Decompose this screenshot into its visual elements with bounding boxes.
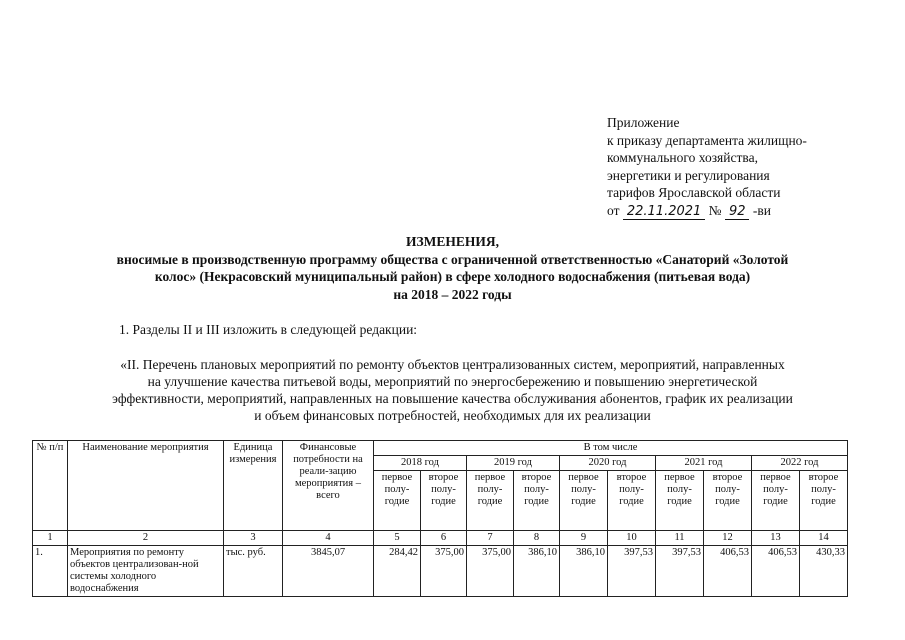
column-number-row — [33, 531, 848, 546]
header-year: 2022 год — [752, 456, 848, 471]
table-row — [33, 546, 848, 597]
header-second-half: второе полу-годие — [421, 471, 467, 531]
header-first-half: первое полу-годие — [560, 471, 608, 531]
row-value: 375,00 — [467, 546, 514, 597]
section-line: на улучшение качества питьевой воды, мероприятий по энергосбережению и повышению энергетической — [147, 374, 758, 389]
row-unit: тыс. руб. — [224, 546, 283, 597]
column-number: 10 — [608, 531, 656, 546]
column-number: 6 — [421, 531, 467, 546]
number-suffix: -ви — [752, 202, 771, 218]
header-first-half: первое полу-годие — [752, 471, 800, 531]
section-heading — [0, 356, 905, 424]
section-line: «II. Перечень плановых мероприятий по ремонту объектов централизованных систем, мероприятий, направленных — [120, 357, 785, 372]
row-value: 406,53 — [752, 546, 800, 597]
appendix-line: энергетики и регулирования — [607, 167, 770, 183]
row-value: 375,00 — [421, 546, 467, 597]
section-line: и объем финансовых потребностей, необходимых для их реализации — [254, 408, 651, 423]
appendix-line: коммунального хозяйства, — [607, 150, 758, 165]
column-number: 3 — [224, 531, 283, 546]
header-num: № п/п — [33, 441, 68, 531]
row-total: 3845,07 — [283, 546, 374, 597]
header-including: В том числе — [374, 441, 848, 456]
paragraph-1: 1. Разделы II и III изложить в следующей редакции: — [119, 322, 418, 337]
header-second-half: второе полу-годие — [514, 471, 560, 531]
header-finance: Финансовые потребности на реали-зацию мероприятия – всего — [283, 441, 374, 531]
header-second-half: второе полу-годие — [704, 471, 752, 531]
header-first-half: первое полу-годие — [374, 471, 421, 531]
row-num: 1. — [33, 546, 68, 597]
section-line: эффективности, мероприятий, направленных на повышение качества обслуживания абонентов, график их реализации — [112, 391, 793, 406]
column-number: 5 — [374, 531, 421, 546]
row-value: 397,53 — [608, 546, 656, 597]
column-number: 14 — [800, 531, 848, 546]
column-number: 12 — [704, 531, 752, 546]
order-number: 92 — [725, 204, 750, 220]
column-number: 11 — [656, 531, 704, 546]
row-value: 284,42 — [374, 546, 421, 597]
column-number: 8 — [514, 531, 560, 546]
title-heading: ИЗМЕНЕНИЯ, — [405, 234, 499, 249]
column-number: 2 — [68, 531, 224, 546]
header-first-half: первое полу-годие — [467, 471, 514, 531]
column-number: 4 — [283, 531, 374, 546]
column-number: 9 — [560, 531, 608, 546]
column-number: 1 — [33, 531, 68, 546]
order-date-line — [607, 202, 807, 221]
row-value: 386,10 — [514, 546, 560, 597]
header-second-half: второе полу-годие — [800, 471, 848, 531]
row-value: 406,53 — [704, 546, 752, 597]
row-value: 430,33 — [800, 546, 848, 597]
row-value: 397,53 — [656, 546, 704, 597]
title-line: на 2018 – 2022 годы — [393, 286, 512, 302]
title-line: колос» (Некрасовский муниципальный район) в сфере холодного водоснабжения (питьевая вода) — [154, 269, 751, 284]
row-name: Мероприятия по ремонту объектов централизован-ной системы холодного водоснабжения — [68, 546, 224, 597]
header-first-half: первое полу-годие — [656, 471, 704, 531]
measures-table — [32, 440, 848, 597]
header-year: 2020 год — [560, 456, 656, 471]
header-name: Наименование мероприятия — [68, 441, 224, 531]
row-value: 386,10 — [560, 546, 608, 597]
appendix-line: тарифов Ярославской области — [607, 185, 781, 200]
header-unit: Единица измерения — [224, 441, 283, 531]
header-year: 2021 год — [656, 456, 752, 471]
number-prefix: № — [708, 202, 722, 218]
appendix-line: Приложение — [607, 115, 680, 130]
document-title — [0, 233, 905, 303]
order-date: 22.11.2021 — [623, 204, 705, 220]
appendix-block — [607, 114, 807, 220]
header-year: 2018 год — [374, 456, 467, 471]
date-prefix: от — [607, 202, 620, 218]
header-second-half: второе полу-годие — [608, 471, 656, 531]
appendix-line: к приказу департамента жилищно- — [607, 132, 807, 148]
column-number: 13 — [752, 531, 800, 546]
column-number: 7 — [467, 531, 514, 546]
title-line: вносимые в производственную программу общества с ограниченной ответственностью «Санаторий «Золотой — [116, 251, 789, 267]
header-year: 2019 год — [467, 456, 560, 471]
